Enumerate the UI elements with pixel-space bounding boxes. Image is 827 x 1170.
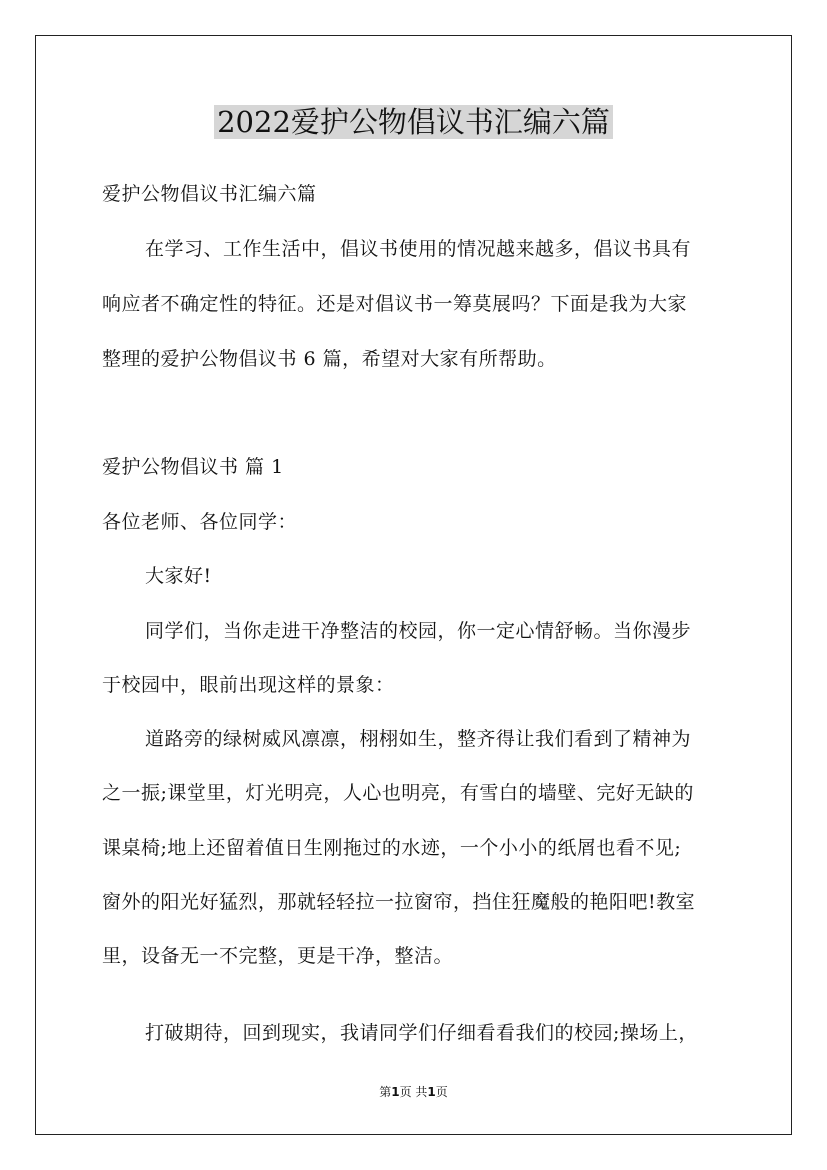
total-page-number: 1 bbox=[427, 1085, 436, 1099]
paragraph-line: 打破期待，回到现实，我请同学们仔细看看我们的校园;操场上， bbox=[145, 1022, 698, 1044]
paragraph-line: 里，设备无一不完整，更是干净，整洁。 bbox=[102, 945, 454, 967]
salutation-line: 各位老师、各位同学： bbox=[102, 511, 298, 533]
greeting-line: 大家好! bbox=[145, 565, 212, 587]
page-number-footer bbox=[0, 1084, 827, 1100]
document-title: 2022爱护公物倡议书汇编六篇 bbox=[0, 102, 827, 142]
subtitle-line: 爱护公物倡议书汇编六篇 bbox=[102, 183, 317, 205]
footer-mid: 页 共 bbox=[399, 1085, 428, 1099]
paragraph-line: 同学们，当你走进干净整洁的校园，你一定心情舒畅。当你漫步 bbox=[145, 620, 692, 642]
paragraph-line: 道路旁的绿树威风凛凛，栩栩如生，整齐得让我们看到了精神为 bbox=[145, 728, 692, 750]
paragraph-line: 之一振;课堂里，灯光明亮，人心也明亮，有雪白的墙壁、完好无缺的 bbox=[102, 782, 694, 804]
paragraph-line: 整理的爱护公物倡议书 6 篇，希望对大家有所帮助。 bbox=[102, 348, 557, 370]
paragraph-line: 响应者不确定性的特征。还是对倡议书一筹莫展吗？下面是我为大家 bbox=[102, 293, 688, 315]
paragraph-line: 课桌椅;地上还留着值日生刚拖过的水迹，一个小小的纸屑也看不见; bbox=[102, 837, 682, 859]
current-page-number: 1 bbox=[391, 1085, 400, 1099]
footer-suffix: 页 bbox=[435, 1085, 448, 1099]
footer-prefix: 第 bbox=[379, 1085, 392, 1099]
paragraph-line: 在学习、工作生活中，倡议书使用的情况越来越多，倡议书具有 bbox=[145, 238, 692, 260]
section-heading: 爱护公物倡议书 篇 1 bbox=[102, 456, 284, 478]
paragraph-line: 于校园中，眼前出现这样的景象： bbox=[102, 674, 395, 696]
paragraph-line: 窗外的阳光好猛烈，那就轻轻拉一拉窗帘，挡住狂魔般的艳阳吧!教室 bbox=[102, 891, 696, 913]
